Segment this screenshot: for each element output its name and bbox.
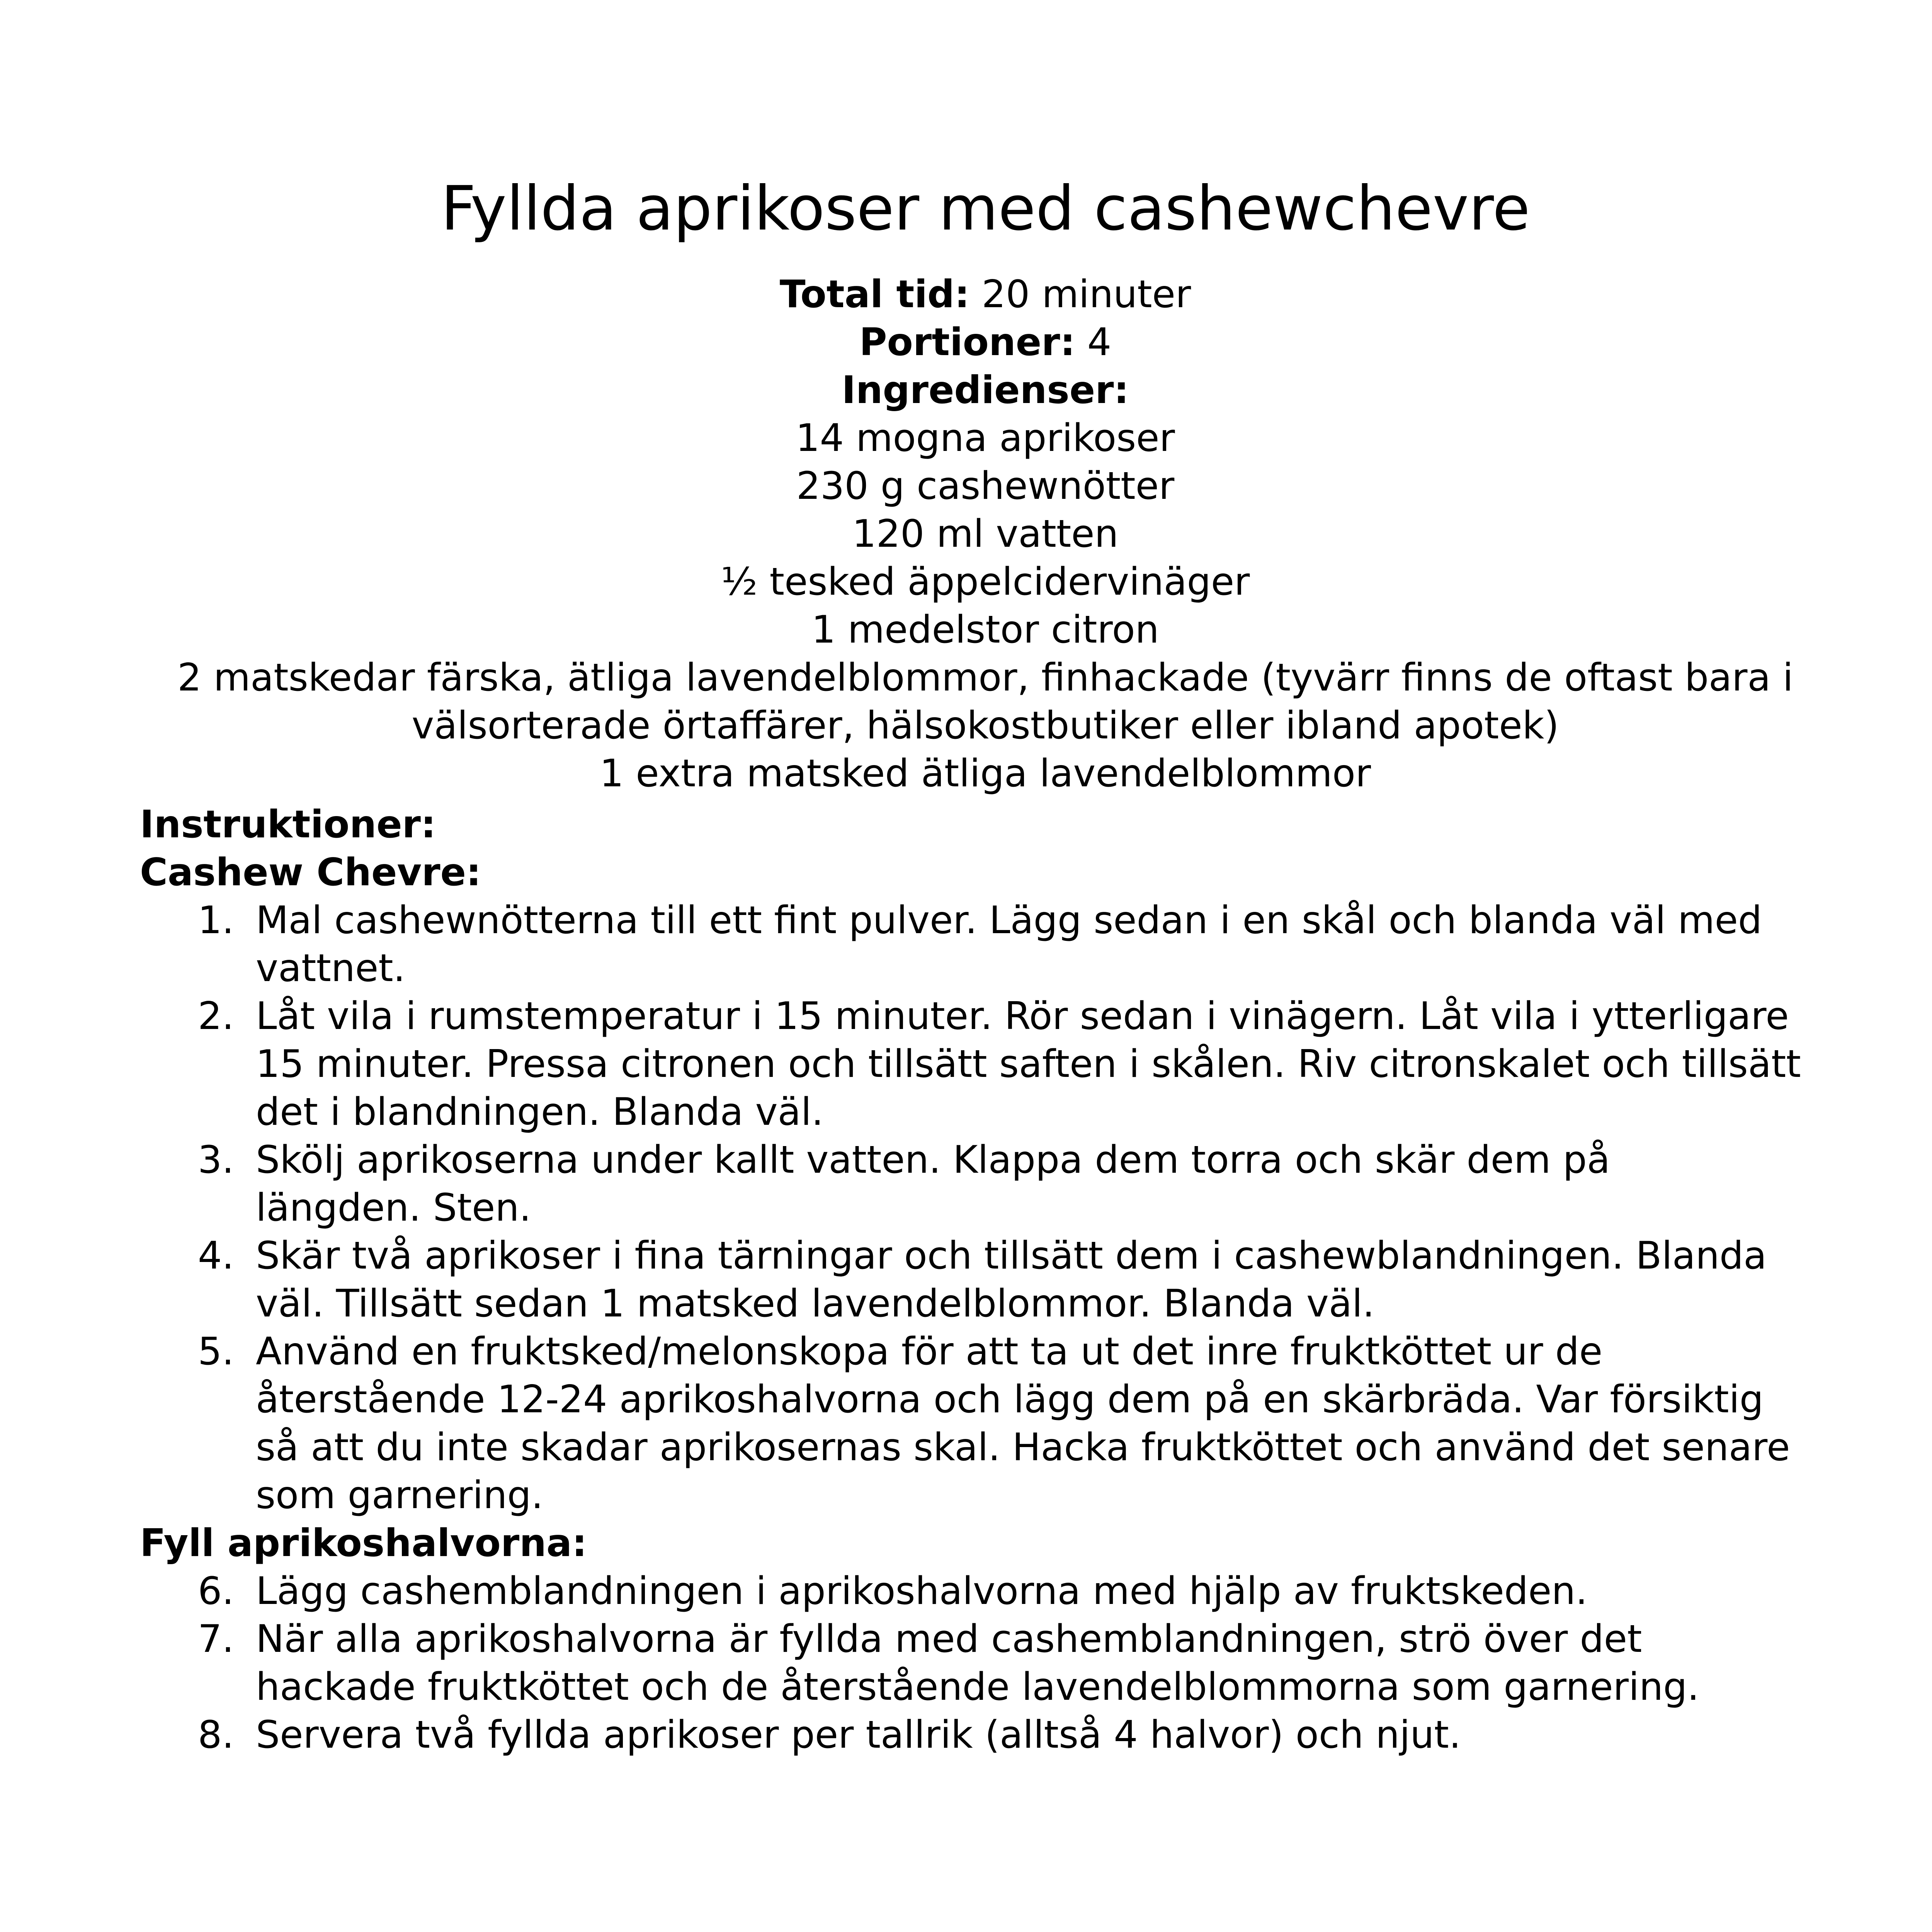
step-text xyxy=(256,992,1801,1136)
servings-value: 4 xyxy=(1075,320,1112,364)
instructions-block xyxy=(140,801,1801,1759)
ingredient-item: 230 g cashewnötter xyxy=(796,464,1175,508)
total-time-value: 20 minuter xyxy=(969,272,1191,316)
ingredient-list xyxy=(135,414,1835,798)
step-line: Använd en fruktsked/melonskopa för att ta ut det inre fruktköttet ur de xyxy=(256,1330,1603,1374)
step-line: När alla aprikoshalvorna är fyllda med cashemblandningen, strö över det xyxy=(256,1617,1642,1661)
step-line: Låt vila i rumstemperatur i 15 minuter. Rör sedan i vinägern. Låt vila i ytterligare xyxy=(256,994,1789,1038)
ingredient-item: 120 ml vatten xyxy=(852,512,1119,556)
step-line: som garnering. xyxy=(256,1473,543,1517)
ingredient-item: 1 medelstor citron xyxy=(811,608,1159,652)
step-item xyxy=(140,896,1801,992)
recipe-header-block xyxy=(135,270,1835,798)
step-line: längden. Sten. xyxy=(256,1186,531,1230)
servings-label: Portioner: xyxy=(859,320,1075,364)
step-line: Skölj aprikoserna under kallt vatten. Klappa dem torra och skär dem på xyxy=(256,1138,1610,1182)
step-number: 3. xyxy=(198,1138,234,1182)
section-heading-fill-apricots: Fyll aprikoshalvorna: xyxy=(140,1521,587,1565)
step-line: 15 minuter. Pressa citronen och tillsätt saften i skålen. Riv citronskalet och tillsätt xyxy=(256,1042,1801,1086)
step-text xyxy=(256,1328,1801,1519)
ingredient-item: ½ tesked äppelcidervinäger xyxy=(721,560,1250,604)
step-line: återstående 12-24 aprikoshalvorna och lägg dem på en skärbräda. Var försiktig xyxy=(256,1378,1764,1422)
step-text xyxy=(256,896,1801,992)
section-heading-cashew-chevre: Cashew Chevre: xyxy=(140,850,481,895)
steps-list-cashew-chevre xyxy=(140,896,1801,1519)
servings-row xyxy=(135,318,1835,366)
total-time-label: Total tid: xyxy=(779,272,970,316)
ingredient-item: 2 matskedar färska, ätliga lavendelblommor, finhackade (tyvärr finns de oftast bara i xyxy=(177,656,1793,700)
step-line: vattnet. xyxy=(256,946,405,990)
total-time-row xyxy=(135,270,1835,318)
step-line: väl. Tillsätt sedan 1 matsked lavendelblommor. Blanda väl. xyxy=(256,1282,1375,1326)
step-text xyxy=(256,1567,1801,1615)
step-item xyxy=(140,1232,1801,1328)
ingredient-item-continued: välsorterade örtaffärer, hälsokostbutiker eller ibland apotek) xyxy=(412,704,1559,748)
step-number: 4. xyxy=(198,1234,234,1278)
step-number: 8. xyxy=(198,1713,234,1757)
step-number: 7. xyxy=(198,1617,234,1661)
step-text xyxy=(256,1136,1801,1232)
step-line: det i blandningen. Blanda väl. xyxy=(256,1090,824,1134)
step-line: Mal cashewnötterna till ett fint pulver. Lägg sedan i en skål och blanda väl med xyxy=(256,898,1762,942)
step-line: Lägg cashemblandningen i aprikoshalvorna med hjälp av fruktskeden. xyxy=(256,1569,1588,1613)
step-item xyxy=(140,1136,1801,1232)
step-item xyxy=(140,1615,1801,1711)
ingredient-item: 1 extra matsked ätliga lavendelblommor xyxy=(599,752,1371,796)
step-item xyxy=(140,1711,1801,1759)
step-line: Servera två fyllda aprikoser per tallrik (alltså 4 halvor) och njut. xyxy=(256,1713,1461,1757)
step-number: 1. xyxy=(198,898,234,942)
step-number: 2. xyxy=(198,994,234,1038)
ingredients-heading: Ingredienser: xyxy=(842,368,1129,412)
step-item xyxy=(140,1567,1801,1615)
step-text xyxy=(256,1615,1801,1711)
step-line: så att du inte skadar aprikosernas skal. Hacka fruktköttet och använd det senare xyxy=(256,1425,1790,1469)
ingredient-item: 14 mogna aprikoser xyxy=(796,416,1175,460)
step-line: Skär två aprikoser i fina tärningar och tillsätt dem i cashewblandningen. Blanda xyxy=(256,1234,1767,1278)
step-line: hackade fruktköttet och de återstående lavendelblommorna som garnering. xyxy=(256,1665,1699,1709)
steps-list-fill-apricots xyxy=(140,1567,1801,1759)
step-text xyxy=(256,1711,1801,1759)
instructions-heading: Instruktioner: xyxy=(140,803,436,847)
step-item xyxy=(140,992,1801,1136)
step-number: 6. xyxy=(198,1569,234,1613)
step-item xyxy=(140,1328,1801,1519)
recipe-title: Fyllda aprikoser med cashewchevre xyxy=(441,173,1530,244)
step-text xyxy=(256,1232,1801,1328)
step-number: 5. xyxy=(198,1330,234,1374)
